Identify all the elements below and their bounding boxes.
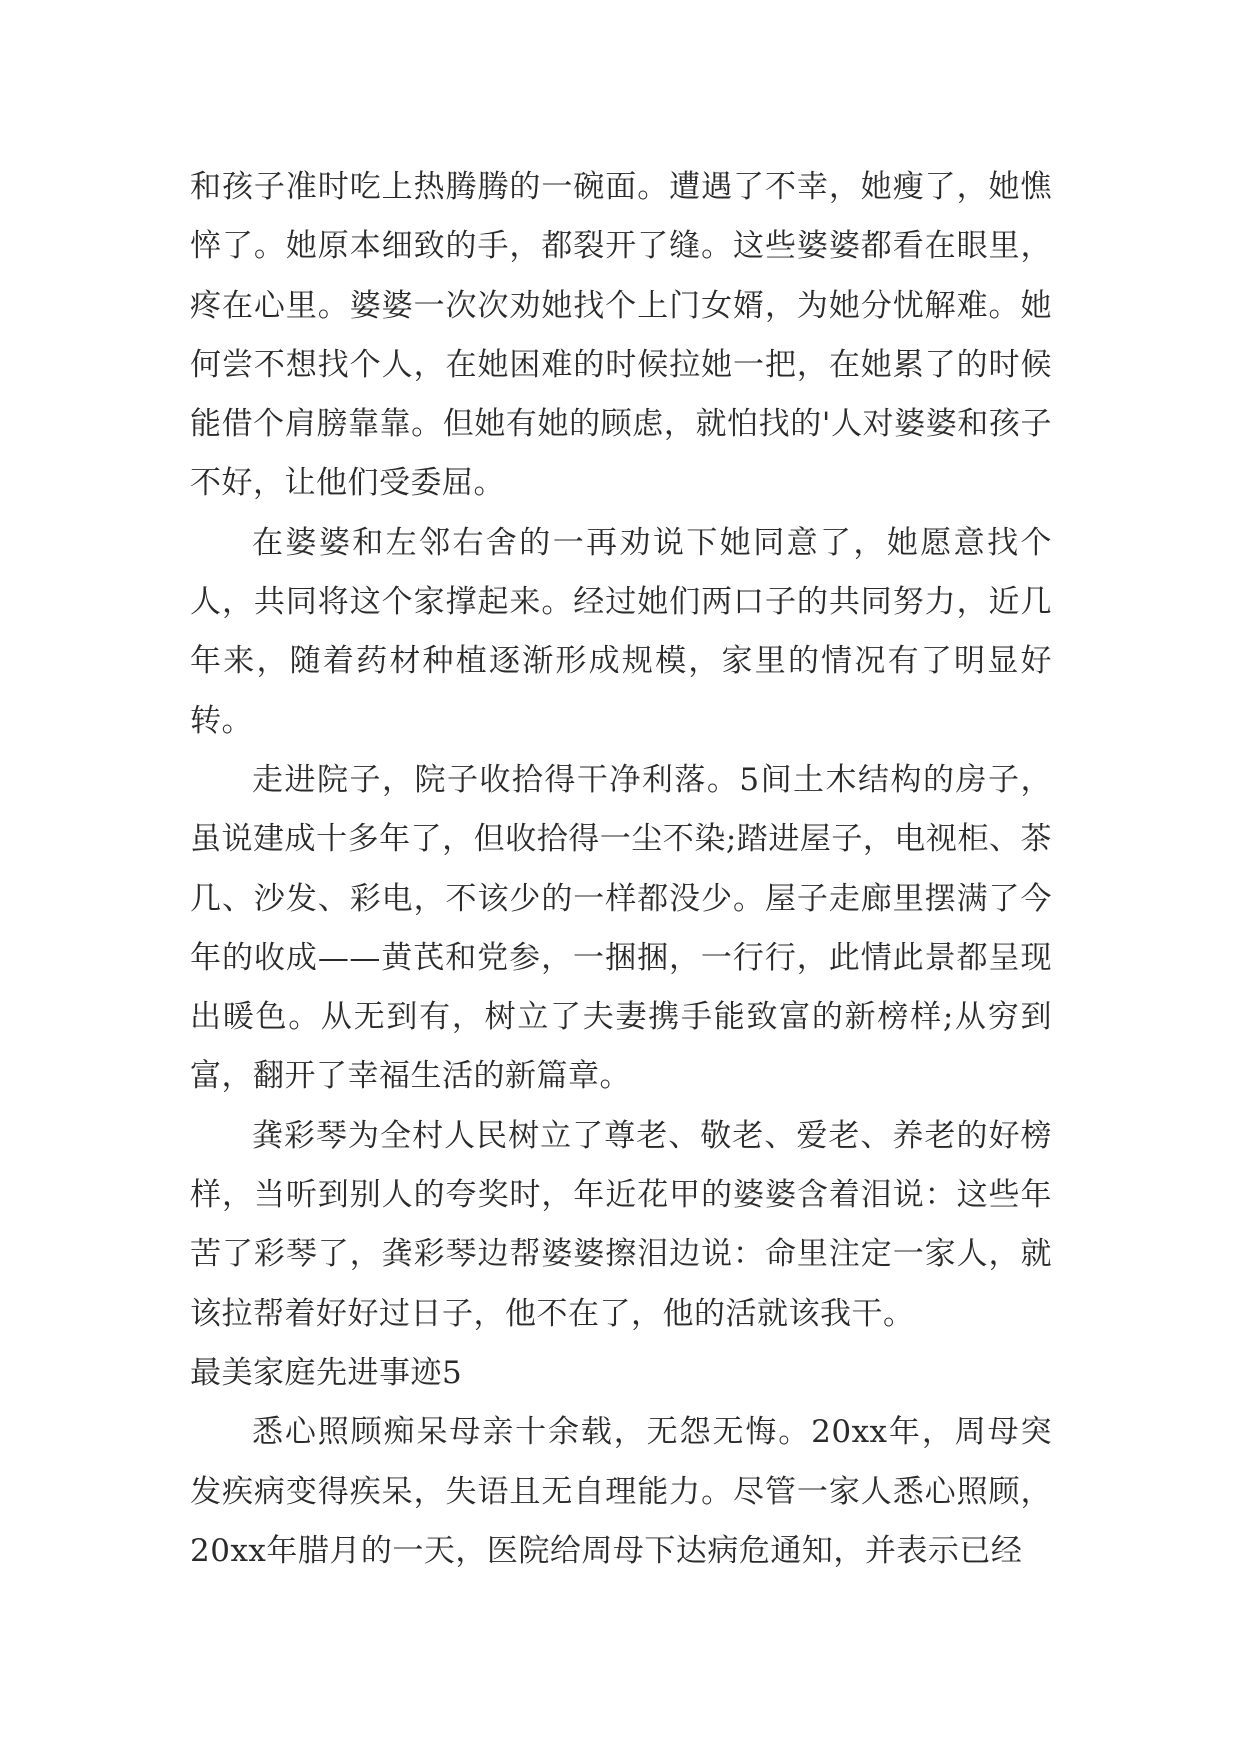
paragraph-2: 在婆婆和左邻右舍的一再劝说下她同意了，她愿意找个人，共同将这个家撑起来。经过她们两口子的共同努力，近几年来，随着药材种植逐渐形成规模，家里的情况有了明显好转。 [190, 524, 1052, 739]
paragraph-3: 走进院子，院子收拾得干净利落。5间土木结构的房子，虽说建成十多年了，但收拾得一尘不染;踏进屋子，电视柜、茶几、沙发、彩电，不该少的一样都没少。屋子走廊里摆满了今年的收成——黄芪和党参，一捆捆，一行行，此情此景都呈现出暖色。从无到有，树立了夫妻携手能致富的新榜样;从穷到富，翻开了幸福生活的新篇章。 [190, 761, 1052, 1095]
document-body [190, 158, 1052, 1581]
paragraph-4: 龚彩琴为全村人民树立了尊老、敬老、爱老、养老的好榜样，当听到别人的夸奖时，年近花甲的婆婆含着泪说：这些年苦了彩琴了，龚彩琴边帮婆婆擦泪边说：命里注定一家人，就该拉帮着好好过日子，他不在了，他的活就该我干。 [190, 1117, 1052, 1332]
paragraph-5: 悉心照顾痴呆母亲十余载，无怨无悔。20xx年，周母突发疾病变得疾呆，失语且无自理能力。尽管一家人悉心照顾，20xx年腊月的一天，医院给周母下达病危通知，并表示已经 [190, 1414, 1052, 1569]
paragraph-1: 和孩子准时吃上热腾腾的一碗面。遭遇了不幸，她瘦了，她憔悴了。她原本细致的手，都裂开了缝。这些婆婆都看在眼里，疼在心里。婆婆一次次劝她找个上门女婿，为她分忧解难。她何尝不想找个人，在她困难的时候拉她一把，在她累了的时候能借个肩膀靠靠。但她有她的顾虑，就怕找的'人对婆婆和孩子不好，让他们受委屈。 [190, 169, 1052, 502]
section-heading: 最美家庭先进事迹5 [190, 1354, 463, 1391]
